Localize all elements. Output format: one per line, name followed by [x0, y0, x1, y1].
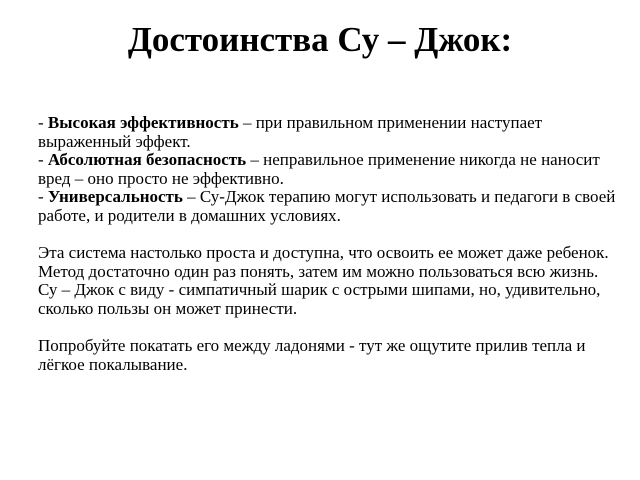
advantage-term: Абсолютная безопасность [47, 150, 247, 170]
advantage-text: – при правильном применении наступает выраженный эффект. [38, 113, 543, 151]
paragraph-simplicity: Эта система настолько проста и доступна, что освоить ее может даже ребенок. Метод достаточно один раз понять, затем им можно пользоваться всю жизнь. [38, 243, 609, 281]
advantage-term: Высокая эффективность [47, 113, 239, 132]
advantage-prefix: - [38, 187, 48, 207]
advantage-prefix: - [38, 113, 48, 132]
paragraph-description: Су – Джок с виду - симпатичный шарик с острыми шипами, но, удивительно, сколько пользы он может принести. [38, 280, 601, 318]
paragraph-gap [38, 319, 618, 338]
slide-title: Достоинства Су – Джок: [127, 20, 513, 59]
paragraph-gap [38, 226, 618, 245]
advantage-prefix: - [38, 150, 48, 170]
paragraph-try-it: Попробуйте покатать его между ладонями - тут же ощутите прилив тепла и лёгкое покалывание. [38, 336, 586, 374]
advantage-item-universality [38, 188, 618, 225]
advantage-text: – неправильное применение никогда не наносит вред – оно просто не эффективно. [38, 150, 600, 188]
advantage-item-efficiency [38, 114, 618, 151]
advantage-term: Универсальность [47, 187, 183, 207]
advantage-text: – Су-Джок терапию могут использовать и педагоги в своей работе, и родители в домашних условиях. [38, 187, 616, 225]
advantage-item-safety [38, 151, 618, 188]
slide-body [38, 114, 618, 374]
